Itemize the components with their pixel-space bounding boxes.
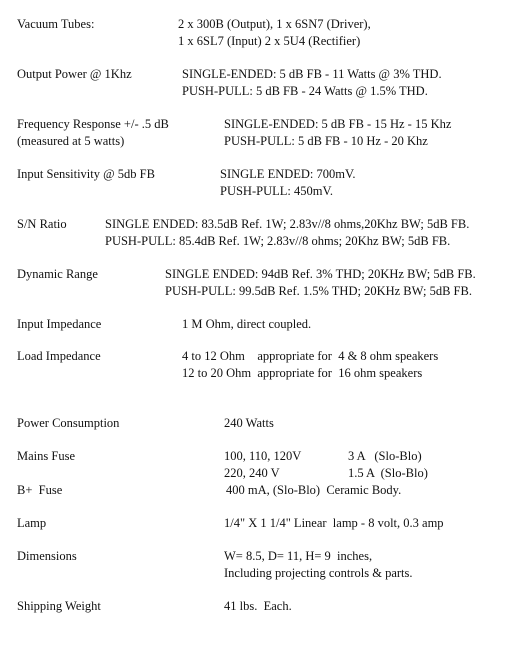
vacuum-tubes-line1: 2 x 300B (Output), 1 x 6SN7 (Driver),	[178, 17, 371, 31]
frequency-response-note: (measured at 5 watts)	[17, 134, 125, 148]
mains-fuse-label: Mains Fuse	[17, 449, 75, 463]
lamp-value: 1/4" X 1 1/4" Linear lamp - 8 volt, 0.3 amp	[224, 516, 444, 530]
b-plus-fuse-value: 400 mA, (Slo-Blo) Ceramic Body.	[226, 483, 402, 497]
mains-fuse-voltage-1: 100, 110, 120V	[224, 449, 302, 463]
load-impedance-line1: 4 to 12 Ohm appropriate for 4 & 8 ohm speakers	[182, 349, 439, 363]
vacuum-tubes-label: Vacuum Tubes:	[17, 17, 95, 31]
output-power-line2: PUSH-PULL: 5 dB FB - 24 Watts @ 1.5% THD.	[182, 84, 428, 98]
sn-ratio-line1: SINGLE ENDED: 83.5dB Ref. 1W; 2.83v//8 ohms,20Khz BW; 5dB FB.	[105, 217, 470, 231]
load-impedance-line2: 12 to 20 Ohm appropriate for 16 ohm speakers	[182, 366, 423, 380]
input-impedance-label: Input Impedance	[17, 317, 102, 331]
load-impedance-label: Load Impedance	[17, 349, 101, 363]
sn-ratio-line2: PUSH-PULL: 85.4dB Ref. 1W; 2.83v//8 ohms; 20Khz BW; 5dB FB.	[105, 234, 451, 248]
b-plus-fuse-label: B+ Fuse	[17, 483, 63, 497]
dynamic-range-line2: PUSH-PULL: 99.5dB Ref. 1.5% THD; 20KHz BW; 5dB FB.	[165, 284, 472, 298]
lamp-label: Lamp	[17, 516, 47, 530]
output-power-label: Output Power @ 1Khz	[17, 67, 132, 81]
mains-fuse-amps-1: 3 A (Slo-Blo)	[348, 449, 422, 463]
input-sensitivity-line1: SINGLE ENDED: 700mV.	[220, 167, 356, 181]
output-power-line1: SINGLE-ENDED: 5 dB FB - 11 Watts @ 3% THD.	[182, 67, 442, 81]
shipping-weight-label: Shipping Weight	[17, 599, 101, 613]
frequency-response-label: Frequency Response +/- .5 dB	[17, 117, 169, 131]
mains-fuse-amps-2: 1.5 A (Slo-Blo)	[348, 466, 428, 480]
dimensions-line1: W= 8.5, D= 11, H= 9 inches,	[224, 549, 373, 563]
input-sensitivity-line2: PUSH-PULL: 450mV.	[220, 184, 333, 198]
input-impedance-value: 1 M Ohm, direct coupled.	[182, 317, 312, 331]
power-consumption-label: Power Consumption	[17, 416, 120, 430]
vacuum-tubes-line2: 1 x 6SL7 (Input) 2 x 5U4 (Rectifier)	[178, 34, 361, 48]
frequency-response-line2: PUSH-PULL: 5 dB FB - 10 Hz - 20 Khz	[224, 134, 428, 148]
frequency-response-line1: SINGLE-ENDED: 5 dB FB - 15 Hz - 15 Khz	[224, 117, 452, 131]
dimensions-line2: Including projecting controls & parts.	[224, 566, 413, 580]
shipping-weight-value: 41 lbs. Each.	[224, 599, 292, 613]
input-sensitivity-label: Input Sensitivity @ 5db FB	[17, 167, 155, 181]
power-consumption-value: 240 Watts	[224, 416, 274, 430]
dimensions-label: Dimensions	[17, 549, 77, 563]
dynamic-range-label: Dynamic Range	[17, 267, 98, 281]
dynamic-range-line1: SINGLE ENDED: 94dB Ref. 3% THD; 20KHz BW; 5dB FB.	[165, 267, 476, 281]
mains-fuse-voltage-2: 220, 240 V	[224, 466, 280, 480]
sn-ratio-label: S/N Ratio	[17, 217, 67, 231]
